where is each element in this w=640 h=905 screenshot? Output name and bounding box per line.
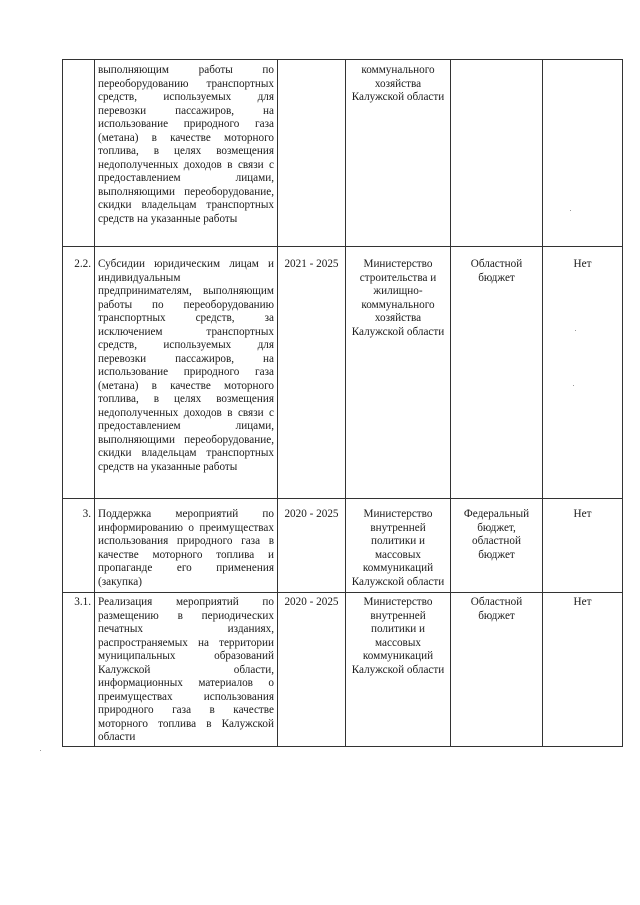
extra-cell: Нет [543,593,623,747]
scan-speck [40,750,41,751]
period-cell [278,60,346,247]
table-row [63,60,623,247]
table-row [63,593,623,747]
program-table [62,59,623,747]
table-row [63,499,623,593]
table-row [63,247,623,499]
measure-description: выполняющим работы по переоборудованию транспортных средств, используемых для перевозки пассажиров, на использование природного газа (метана) в качестве моторного топлива, в целях возмещения недополученных доходов в связи с предоставлением лицами, выполняющими переоборудование, скидки владельцам транспортных средств на указанные работы [95,60,278,247]
measure-description: Реализация мероприятий по размещению в периодических печатных изданиях, распространяемых на территории муниципальных образований Калужской области, информационных материалов о преимуществах использования природного газа в качестве моторного топлива в Калужской области [95,593,278,747]
funding-source-cell: Федеральный бюджет, областной бюджет [451,499,543,593]
measure-description: Поддержка мероприятий по информированию о преимуществах использования природного газа в качестве моторного топлива и пропаганде его применения (закупка) [95,499,278,593]
extra-cell [543,60,623,247]
period-cell: 2021 - 2025 [278,247,346,499]
row-number: 2.2. [63,247,95,499]
row-number [63,60,95,247]
executor-cell: Министерство внутренней политики и массовых коммуникаций Калужской области [346,499,451,593]
scan-speck [575,330,576,331]
funding-source-cell [451,60,543,247]
executor-cell: коммунального хозяйства Калужской области [346,60,451,247]
executor-cell: Министерство внутренней политики и массовых коммуникаций Калужской области [346,593,451,747]
row-number: 3.1. [63,593,95,747]
funding-source-cell: Областной бюджет [451,593,543,747]
extra-cell: Нет [543,499,623,593]
extra-cell: Нет [543,247,623,499]
period-cell: 2020 - 2025 [278,499,346,593]
funding-source-cell: Областной бюджет [451,247,543,499]
measure-description: Субсидии юридическим лицам и индивидуальным предпринимателям, выполняющим работы по переоборудованию транспортных средств, за исключением транспортных средств, используемых для перевозки пассажиров, на использование природного газа (метана) в качестве моторного топлива, в целях возмещения недополученных доходов в связи с предоставлением лицами, выполняющими переоборудование, скидки владельцам транспортных средств на указанные работы [95,247,278,499]
period-cell: 2020 - 2025 [278,593,346,747]
scan-speck [570,210,571,211]
row-number: 3. [63,499,95,593]
scan-speck [573,385,574,386]
executor-cell: Министерство строительства и жилищно-коммунального хозяйства Калужской области [346,247,451,499]
